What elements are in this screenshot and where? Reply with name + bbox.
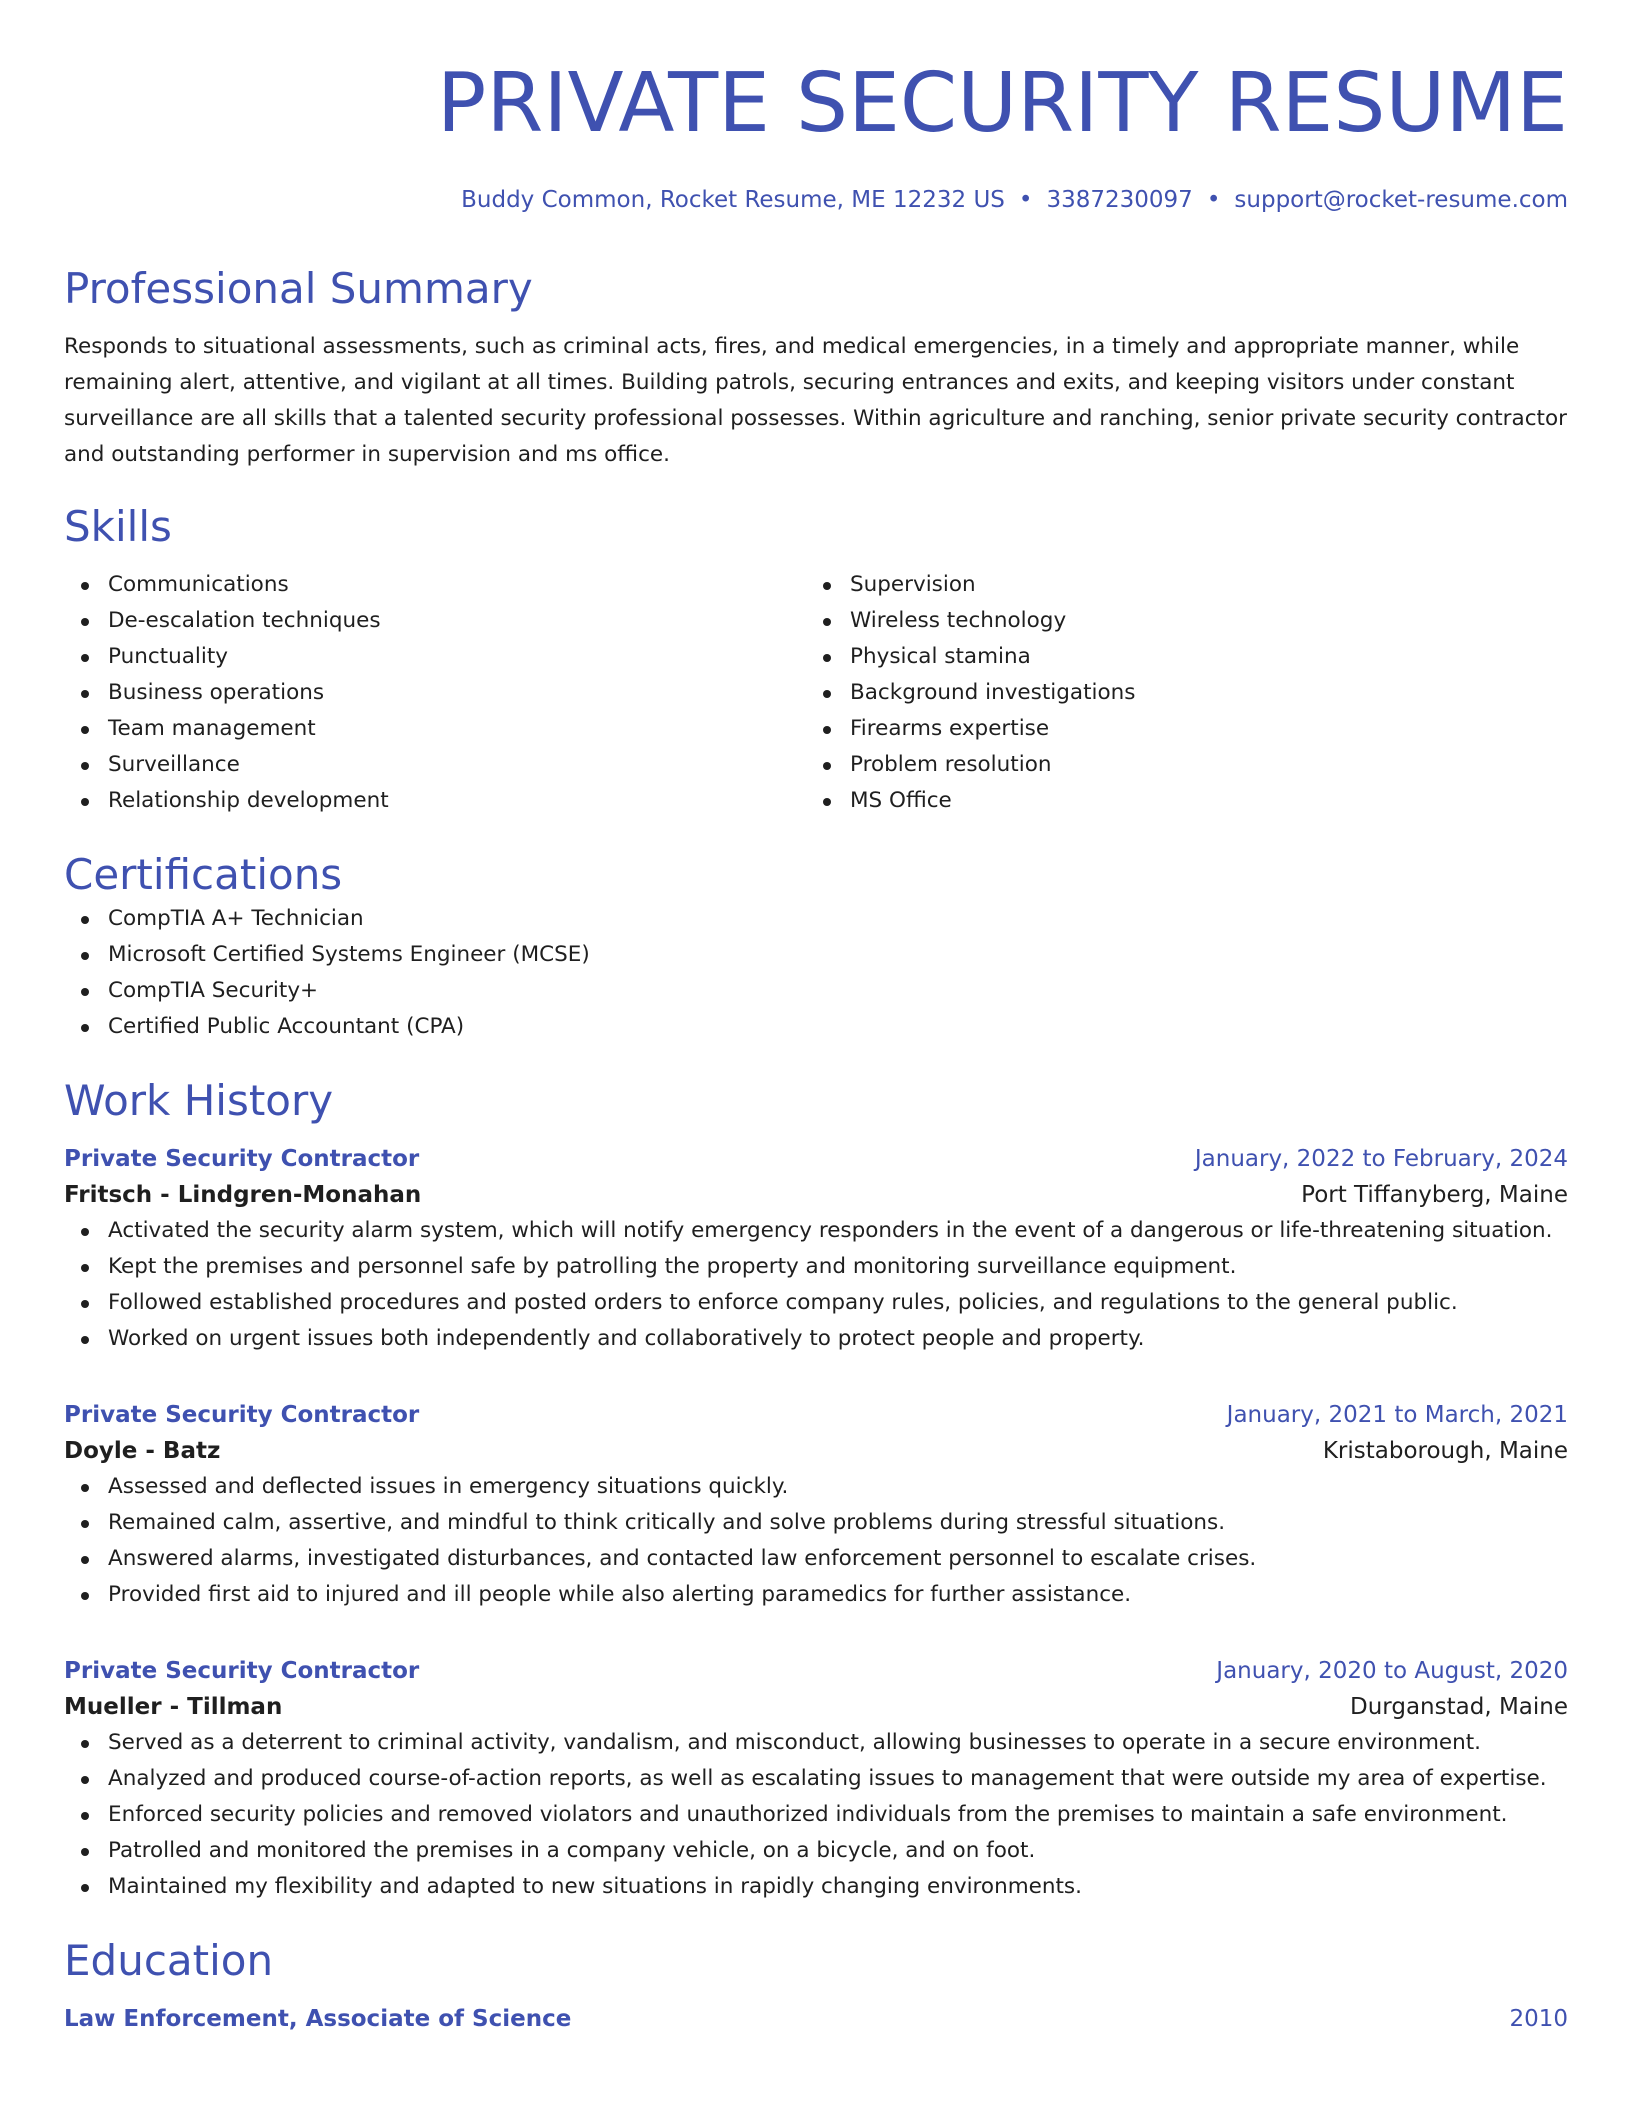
job-dates: January, 2020 to August, 2020 bbox=[1216, 1658, 1568, 1684]
skill-item: Problem resolution bbox=[806, 747, 1548, 783]
education-year: 2010 bbox=[1509, 2006, 1568, 2032]
job-entry bbox=[64, 1653, 1568, 1905]
job-company-row bbox=[64, 1177, 1568, 1213]
certifications-heading: Certifications bbox=[64, 850, 343, 899]
skill-item: Physical stamina bbox=[806, 639, 1548, 675]
skill-item: Communications bbox=[64, 567, 806, 603]
summary-text: Responds to situational assessments, such as criminal acts, fires, and medical emergencies, in a timely and appropriate manner, while remaining alert, attentive, and vigilant at all times. Building patrols, securing entrances and exits, and keeping visitors under constant surveillance are all skills that a talented security professional possesses. Within agriculture and ranching, senior private security contractor and outstanding performer in supervision and ms office. bbox=[64, 334, 1567, 467]
job-dates: January, 2022 to February, 2024 bbox=[1194, 1146, 1568, 1172]
job-duty-item: Followed established procedures and posted orders to enforce company rules, policies, and regulations to the general public. bbox=[64, 1285, 1568, 1321]
contact-line bbox=[64, 185, 1568, 215]
certification-item: CompTIA A+ Technician bbox=[64, 901, 1568, 937]
job-role: Private Security Contractor bbox=[64, 1146, 420, 1172]
job-duty-item: Patrolled and monitored the premises in a company vehicle, on a bicycle, and on foot. bbox=[64, 1833, 1568, 1869]
skills-heading: Skills bbox=[64, 502, 172, 551]
job-location: Port Tiffanyberg, Maine bbox=[1301, 1182, 1568, 1208]
skill-item: Relationship development bbox=[64, 783, 806, 819]
skill-item: Firearms expertise bbox=[806, 711, 1548, 747]
education-entry bbox=[64, 2001, 1568, 2037]
skill-item: Wireless technology bbox=[806, 603, 1548, 639]
job-role: Private Security Contractor bbox=[64, 1402, 420, 1428]
contact-separator: • bbox=[1018, 187, 1033, 213]
skill-item: Punctuality bbox=[64, 639, 806, 675]
work-history-heading: Work History bbox=[64, 1076, 334, 1125]
skill-item: Surveillance bbox=[64, 747, 806, 783]
contact-separator: • bbox=[1206, 187, 1221, 213]
job-duty-item: Activated the security alarm system, which will notify emergency responders in the event of a dangerous or life-threatening situation. bbox=[64, 1213, 1568, 1249]
resume-page bbox=[64, 0, 1568, 2037]
job-company-row bbox=[64, 1689, 1568, 1725]
job-header-row bbox=[64, 1653, 1568, 1689]
skill-item: Background investigations bbox=[806, 675, 1548, 711]
job-entry bbox=[64, 1397, 1568, 1613]
skills-left-list bbox=[64, 567, 806, 819]
job-duties-list bbox=[64, 1725, 1568, 1905]
job-dates: January, 2021 to March, 2021 bbox=[1226, 1402, 1568, 1428]
skill-item: Supervision bbox=[806, 567, 1548, 603]
skills-right-list bbox=[806, 567, 1548, 819]
job-duty-item: Assessed and deflected issues in emergency situations quickly. bbox=[64, 1469, 1568, 1505]
skill-item: MS Office bbox=[806, 783, 1548, 819]
skill-item: De-escalation techniques bbox=[64, 603, 806, 639]
job-duties-list bbox=[64, 1469, 1568, 1613]
job-duty-item: Answered alarms, investigated disturbances, and contacted law enforcement personnel to escalate crises. bbox=[64, 1541, 1568, 1577]
job-duty-item: Kept the premises and personnel safe by patrolling the property and monitoring surveillance equipment. bbox=[64, 1249, 1568, 1285]
job-entry bbox=[64, 1141, 1568, 1357]
job-duty-item: Provided first aid to injured and ill people while also alerting paramedics for further assistance. bbox=[64, 1577, 1568, 1613]
job-company: Mueller - Tillman bbox=[64, 1694, 283, 1720]
contact-email[interactable]: support@rocket-resume.com bbox=[1234, 187, 1568, 213]
job-duty-item: Served as a deterrent to criminal activity, vandalism, and misconduct, allowing businesses to operate in a secure environment. bbox=[64, 1725, 1568, 1761]
contact-phone: 3387230097 bbox=[1046, 187, 1193, 213]
certification-item: CompTIA Security+ bbox=[64, 973, 1568, 1009]
contact-address: Buddy Common, Rocket Resume, ME 12232 US bbox=[461, 187, 1005, 213]
certifications-list bbox=[64, 901, 1568, 1045]
certification-item: Certified Public Accountant (CPA) bbox=[64, 1009, 1568, 1045]
skill-item: Team management bbox=[64, 711, 806, 747]
skills-grid bbox=[64, 567, 1568, 819]
job-duty-item: Worked on urgent issues both independently and collaboratively to protect people and property. bbox=[64, 1321, 1568, 1357]
resume-title: PRIVATE SECURITY RESUME bbox=[436, 56, 1568, 151]
job-location: Durganstad, Maine bbox=[1350, 1694, 1568, 1720]
certification-item: Microsoft Certified Systems Engineer (MCSE) bbox=[64, 937, 1568, 973]
job-duties-list bbox=[64, 1213, 1568, 1357]
education-heading: Education bbox=[64, 1936, 274, 1985]
job-location: Kristaborough, Maine bbox=[1322, 1438, 1568, 1464]
education-degree: Law Enforcement, Associate of Science bbox=[64, 2006, 572, 2032]
skill-item: Business operations bbox=[64, 675, 806, 711]
job-duty-item: Enforced security policies and removed violators and unauthorized individuals from the premises to maintain a safe environment. bbox=[64, 1797, 1568, 1833]
job-duty-item: Maintained my flexibility and adapted to new situations in rapidly changing environments. bbox=[64, 1869, 1568, 1905]
job-role: Private Security Contractor bbox=[64, 1658, 420, 1684]
job-company: Doyle - Batz bbox=[64, 1438, 221, 1464]
job-duty-item: Analyzed and produced course-of-action reports, as well as escalating issues to management that were outside my area of expertise. bbox=[64, 1761, 1568, 1797]
job-header-row bbox=[64, 1397, 1568, 1433]
job-company-row bbox=[64, 1433, 1568, 1469]
job-header-row bbox=[64, 1141, 1568, 1177]
summary-heading: Professional Summary bbox=[64, 264, 533, 313]
job-duty-item: Remained calm, assertive, and mindful to think critically and solve problems during stressful situations. bbox=[64, 1505, 1568, 1541]
job-company: Fritsch - Lindgren-Monahan bbox=[64, 1182, 422, 1208]
